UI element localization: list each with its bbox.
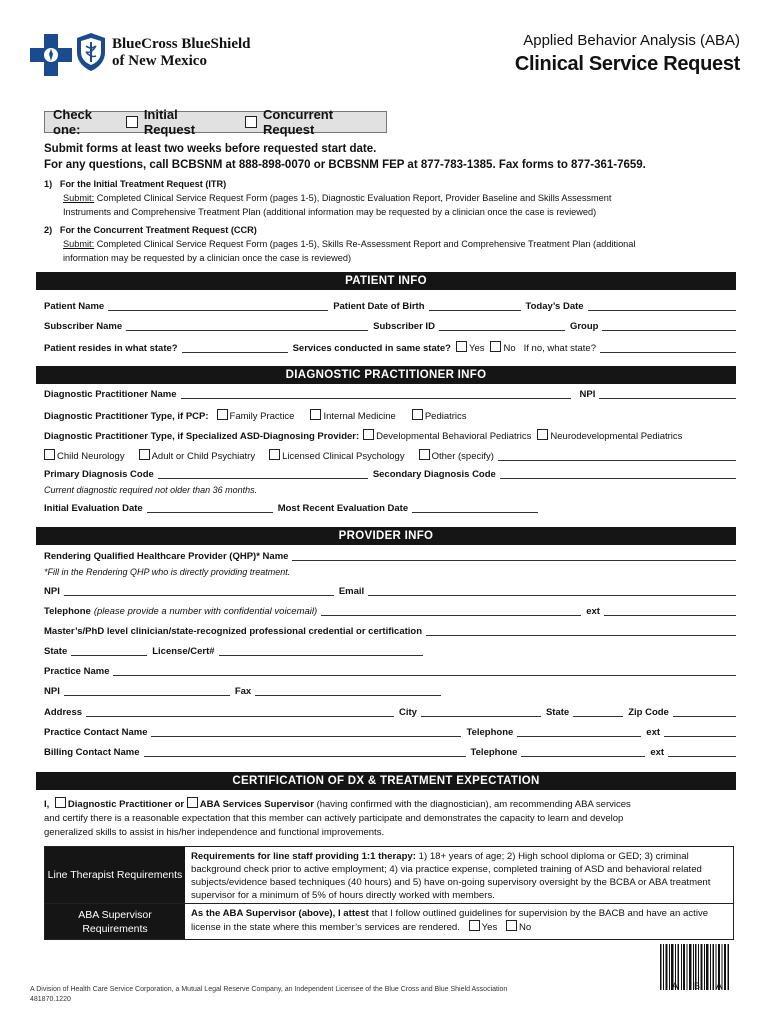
provider-info-header: PROVIDER INFO <box>36 527 736 545</box>
instruction-line-1: Submit forms at least two weeks before requested start date. <box>44 143 377 155</box>
pediatrics-label: Pediatrics <box>424 411 467 422</box>
prov-row-5 <box>44 646 736 657</box>
patient-row-3 <box>44 341 736 354</box>
zip-label: Zip Code <box>628 707 669 718</box>
dev-behavioral-peds-label: Developmental Behavioral Pediatrics <box>376 431 532 442</box>
patient-name-field[interactable] <box>108 301 328 311</box>
license-field[interactable] <box>219 646 423 656</box>
practice-name-field[interactable] <box>113 666 736 676</box>
email-field[interactable] <box>368 586 736 596</box>
todays-date-label: Today’s Date <box>525 301 584 312</box>
internal-medicine-label: Internal Medicine <box>323 411 396 422</box>
line-therapist-label: Line Therapist Requirements <box>45 847 185 903</box>
pcp-type-label: Diagnostic Practitioner Type, if PCP: <box>44 411 209 422</box>
diag-npi-label: NPI <box>579 389 596 400</box>
child-neurology-checkbox[interactable] <box>44 449 55 460</box>
family-practice-checkbox[interactable] <box>217 409 228 420</box>
qhp-name-field[interactable] <box>292 551 736 561</box>
patient-row-1 <box>44 301 736 312</box>
initial-eval-label: Initial Evaluation Date <box>44 503 143 514</box>
group-label: Group <box>569 321 599 332</box>
diag-practitioner-name-label: Diagnostic Practitioner Name <box>44 389 177 400</box>
dev-behavioral-peds-checkbox[interactable] <box>363 429 374 440</box>
item2-submit-label: Submit: <box>63 239 95 249</box>
recent-eval-field[interactable] <box>412 503 538 513</box>
patient-row-2 <box>44 321 736 332</box>
pediatrics-checkbox[interactable] <box>412 409 423 420</box>
practice-contact-field[interactable] <box>151 727 461 737</box>
telephone-note: (please provide a number with confidential voicemail) <box>93 606 318 617</box>
prov-row-1 <box>44 551 736 562</box>
initial-eval-field[interactable] <box>147 503 273 513</box>
primary-dx-label: Primary Diagnosis Code <box>44 469 154 480</box>
brand-name-line1: BlueCross BlueShield <box>112 36 251 52</box>
instruction-item-1: 1) For the Initial Treatment Request (ITR) Submit: Completed Clinical Service Request Form (pages 1-5), Diagnostic Evaluation Report, Provider Baseline and Skills Assessment Instruments and Comprehensive Treatment Plan (additional information may be requested by a clinician once the case is reviewed) <box>44 177 744 219</box>
diag-row-1 <box>44 389 736 400</box>
patient-state-label: Patient resides in what state? <box>44 343 178 354</box>
address-state-field[interactable] <box>573 707 623 717</box>
city-label: City <box>399 707 417 718</box>
form-subtitle: Applied Behavior Analysis (ABA) <box>523 32 740 49</box>
family-practice-label: Family Practice <box>229 411 295 422</box>
dx-note: Current diagnostic required not older than 36 months. <box>44 485 258 495</box>
if-no-state-field[interactable] <box>600 343 736 353</box>
attest-no-checkbox[interactable] <box>506 920 517 931</box>
practice-name-label: Practice Name <box>44 666 110 677</box>
requirements-table <box>44 846 734 940</box>
request-type-box <box>44 107 387 137</box>
psychiatry-checkbox[interactable] <box>139 449 150 460</box>
billing-contact-field[interactable] <box>144 747 466 757</box>
aba-supervisor-row <box>45 904 733 939</box>
billing-ext-field[interactable] <box>668 747 736 757</box>
prov-npi-field[interactable] <box>64 586 334 596</box>
aba-supervisor-checkbox[interactable] <box>187 797 198 808</box>
form-title: Clinical Service Request <box>514 53 740 75</box>
aba-supervisor-bold: As the ABA Supervisor (above), I attest <box>191 908 369 919</box>
prov-row-3 <box>44 606 736 617</box>
prov-state-field[interactable] <box>71 646 147 656</box>
ext-field[interactable] <box>604 606 736 616</box>
line-therapist-text <box>185 847 733 903</box>
patient-dob-field[interactable] <box>429 301 521 311</box>
initial-request-label: Initial Request <box>143 107 196 137</box>
aba-supervisor-body: that I follow outlined guidelines for supervision by the BACB and have an active license in the state where this member’s services are rendered. <box>191 908 709 933</box>
neurodev-peds-checkbox[interactable] <box>537 429 548 440</box>
barcode-text: ABA <box>672 981 739 991</box>
item1-text-a: Completed Clinical Service Request Form (pages 1-5), Diagnostic Evaluation Report, Provider Baseline and Skills Assessment <box>94 193 612 203</box>
same-state-yes-label: Yes <box>468 343 485 354</box>
item2-text-b: information may be requested by a clinician once the case is reviewed) <box>63 253 352 263</box>
prov-row-6 <box>44 666 736 677</box>
clinical-psychology-label: Licensed Clinical Psychology <box>282 451 405 462</box>
ext-label: ext <box>586 606 600 617</box>
diag-npi-field[interactable] <box>599 389 736 399</box>
todays-date-field[interactable] <box>588 301 736 311</box>
other-specify-label: Other (specify) <box>431 451 494 462</box>
cert-text-2: and certify there is a reasonable expectation that this member can actively participate and demonstrates the capacity to learn and develop <box>44 813 624 824</box>
if-no-state-label: If no, what state? <box>523 343 596 354</box>
patient-info-header: PATIENT INFO <box>36 272 736 290</box>
subscriber-id-field[interactable] <box>439 321 565 331</box>
prov-row-2 <box>44 586 736 597</box>
certification-statement <box>44 797 734 840</box>
certification-header: CERTIFICATION OF DX & TREATMENT EXPECTATION <box>36 772 736 790</box>
item1-text-b: Instruments and Comprehensive Treatment Plan (additional information may be requested by a clinician once the case is reviewed) <box>63 207 597 217</box>
internal-medicine-checkbox[interactable] <box>310 409 321 420</box>
attest-yes-checkbox[interactable] <box>469 920 480 931</box>
footer <box>30 985 507 1005</box>
prov-npi2-field[interactable] <box>64 686 230 696</box>
prov-state-label: State <box>44 646 68 657</box>
item2-text-a: Completed Clinical Service Request Form (pages 1-5), Skills Re-Assessment Report and Comprehensive Treatment Plan (additional <box>94 239 636 249</box>
child-neurology-label: Child Neurology <box>57 451 125 462</box>
fax-label: Fax <box>234 686 252 697</box>
prov-row-4 <box>44 626 736 637</box>
footer-disclaimer: A Division of Health Care Service Corporation, a Mutual Legal Reserve Company, an Independent Licensee of the Blue Cross and Blue Shield Association <box>30 986 508 993</box>
prov-row-9 <box>44 727 736 738</box>
primary-dx-field[interactable] <box>158 469 368 479</box>
form-header <box>30 28 740 88</box>
recent-eval-label: Most Recent Evaluation Date <box>277 503 409 514</box>
same-state-label: Services conducted in same state? <box>292 343 451 354</box>
cert-text-3: generalized skills to assist in his/her independence and functional improvements. <box>44 827 385 838</box>
initial-request-checkbox[interactable] <box>126 116 138 128</box>
diag-row-2 <box>44 409 736 422</box>
psychiatry-label: Adult or Child Psychiatry <box>151 451 256 462</box>
practice-telephone-field[interactable] <box>517 727 641 737</box>
item1-title: For the Initial Treatment Request (ITR) <box>59 179 227 189</box>
address-field[interactable] <box>86 707 394 717</box>
cert-diag-label: Diagnostic Practitioner <box>67 799 172 810</box>
license-label: License/Cert# <box>152 646 215 657</box>
email-label: Email <box>338 586 365 597</box>
instructions <box>44 141 744 265</box>
secondary-dx-label: Secondary Diagnosis Code <box>372 469 496 480</box>
neurodev-peds-label: Neurodevelopmental Pediatrics <box>550 431 683 442</box>
aba-supervisor-text <box>185 904 733 939</box>
subscriber-name-field[interactable] <box>126 321 368 331</box>
cert-text-1: (having confirmed with the diagnostician), am recommending ABA services <box>316 799 631 810</box>
brand-name-line2: of New Mexico <box>112 53 207 69</box>
address-label: Address <box>44 707 83 718</box>
telephone-label: Telephone <box>44 606 91 617</box>
other-specify-checkbox[interactable] <box>419 449 430 460</box>
concurrent-request-label: Concurrent Request <box>263 107 334 137</box>
billing-telephone-label: Telephone <box>470 747 518 758</box>
cert-or: or <box>174 799 185 810</box>
line-therapist-bold: Requirements for line staff providing 1:1 therapy: <box>191 851 416 862</box>
diag-row-3 <box>44 429 736 442</box>
instruction-line-2: For any questions, call BCBSNM at 888-898-0070 or BCBSNM FEP at 877-783-1385. Fax forms to 877-361-7659. <box>44 159 646 171</box>
diag-practitioner-name-field[interactable] <box>181 389 571 399</box>
attest-yes-label: Yes <box>481 922 498 933</box>
diagnostic-info-header: DIAGNOSTIC PRACTITIONER INFO <box>36 366 736 384</box>
same-state-yes-checkbox[interactable] <box>456 341 467 352</box>
concurrent-request-checkbox[interactable] <box>245 116 257 128</box>
instruction-item-2: 2) For the Concurrent Treatment Request (CCR) Submit: Completed Clinical Service Request Form (pages 1-5), Skills Re-Assessment Report and Comprehensive Treatment Plan (additional information may be requested by a clinician once the case is reviewed) <box>44 223 744 265</box>
blue-shield-icon <box>76 32 106 72</box>
qhp-note: *Fill in the Rendering QHP who is directly providing treatment. <box>44 567 291 577</box>
line-therapist-row <box>45 847 733 904</box>
prov-npi-label: NPI <box>44 586 60 597</box>
asd-type-label: Diagnostic Practitioner Type, if Specialized ASD-Diagnosing Provider: <box>44 431 360 442</box>
same-state-no-label: No <box>503 343 516 354</box>
fax-field[interactable] <box>255 686 441 696</box>
other-specify-field[interactable] <box>498 451 736 461</box>
practice-ext-label: ext <box>646 727 661 738</box>
patient-state-field[interactable] <box>182 343 288 353</box>
address-state-label: State <box>545 707 570 718</box>
practice-telephone-label: Telephone <box>466 727 514 738</box>
aba-supervisor-label: ABA Supervisor Requirements <box>45 904 185 939</box>
billing-telephone-field[interactable] <box>521 747 645 757</box>
qhp-name-label: Rendering Qualified Healthcare Provider (QHP)* Name <box>44 551 289 562</box>
telephone-field[interactable] <box>321 606 581 616</box>
item1-submit-label: Submit: <box>63 193 95 203</box>
practice-ext-field[interactable] <box>664 727 736 737</box>
credential-field[interactable] <box>426 626 736 636</box>
diag-row-5 <box>44 469 736 480</box>
blue-cross-icon <box>30 34 72 76</box>
footer-form-number: 481870.1220 <box>30 996 71 1003</box>
subscriber-name-label: Subscriber Name <box>44 321 123 332</box>
cert-i: I, <box>44 799 50 810</box>
group-field[interactable] <box>602 321 736 331</box>
zip-field[interactable] <box>673 707 736 717</box>
cert-aba-label: ABA Services Supervisor <box>199 799 314 810</box>
prov-row-8 <box>44 707 736 718</box>
same-state-no-checkbox[interactable] <box>490 341 501 352</box>
prov-row-7 <box>44 686 736 697</box>
attest-no-label: No <box>518 922 532 933</box>
prov-npi2-label: NPI <box>44 686 60 697</box>
practice-contact-label: Practice Contact Name <box>44 727 148 738</box>
secondary-dx-field[interactable] <box>500 469 736 479</box>
patient-dob-label: Patient Date of Birth <box>333 301 425 312</box>
diag-practitioner-checkbox[interactable] <box>55 797 66 808</box>
credential-label: Master’s/PhD level clinician/state-recognized professional credential or certification <box>44 626 423 637</box>
clinical-psychology-checkbox[interactable] <box>269 449 280 460</box>
logo <box>30 28 251 76</box>
item2-title: For the Concurrent Treatment Request (CCR) <box>59 225 257 235</box>
line-therapist-body: 1) 18+ years of age; 2) High school diploma or GED; 3) criminal background check prior to active employment; 4) via practice expense, completed training of ASD and behavioral related subjects/evidence based techniques (40 hours) and 5) have on-going supervisory oversight by the BCBA or ABA treatment supervisor for a minimum of 5% of hours directly worked with members. <box>191 851 711 901</box>
prov-row-10 <box>44 747 736 758</box>
billing-ext-label: ext <box>650 747 665 758</box>
billing-contact-label: Billing Contact Name <box>44 747 140 758</box>
diag-row-4 <box>44 449 736 462</box>
diag-row-6 <box>44 503 736 514</box>
check-one-label: Check one: <box>53 107 93 137</box>
subscriber-id-label: Subscriber ID <box>373 321 435 332</box>
patient-name-label: Patient Name <box>44 301 105 312</box>
city-field[interactable] <box>421 707 541 717</box>
